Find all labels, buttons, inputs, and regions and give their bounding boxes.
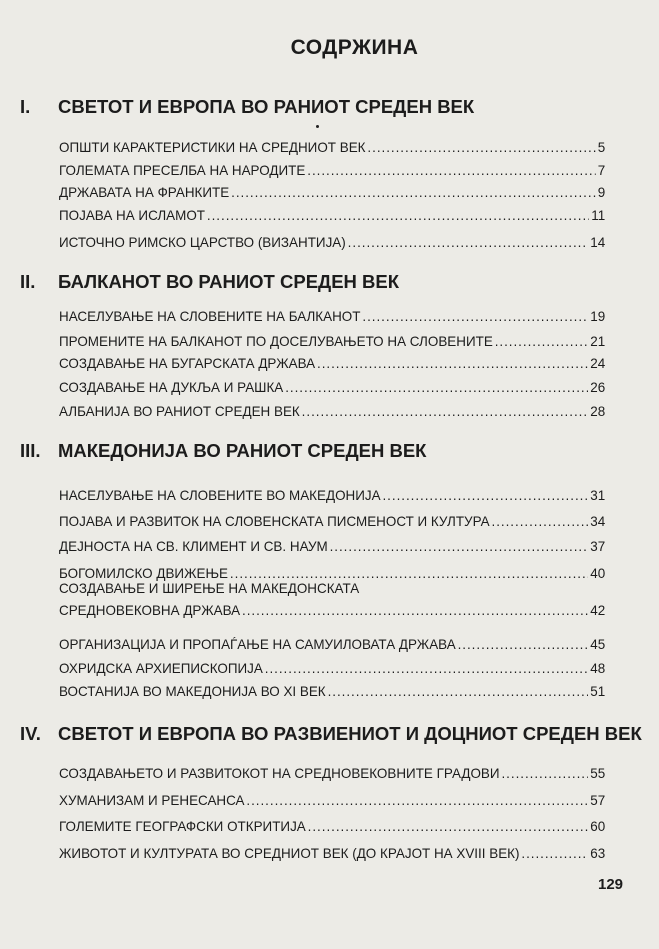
entry-title: БОГОМИЛСКО ДВИЖЕЊЕ — [59, 565, 229, 581]
page-title: СОДРЖИНА — [290, 36, 419, 59]
entry-title: АЛБАНИЈА ВО РАНИОТ СРЕДЕН ВЕК — [59, 403, 300, 419]
entry-page: 60 — [590, 818, 606, 834]
toc-entry-line1: СОЗДАВАЊЕ И ШИРЕЊЕ НА МАКЕДОНСКАТА — [59, 580, 360, 596]
entry-title: ОПШТИ КАРАКТЕРИСТИКИ НА СРЕДНИОТ ВЕК — [59, 139, 366, 155]
entry-title: ПОЈАВА НА ИСЛАМОТ — [59, 207, 205, 223]
entry-title: СОЗДАВАЊЕТО И РАЗВИТОКОТ НА СРЕДНОВЕКОВНИТЕ ГРАДОВИ — [59, 765, 500, 781]
dot-leader — [367, 139, 595, 155]
toc-entry[interactable] — [59, 792, 605, 808]
toc-entry[interactable] — [59, 660, 605, 676]
dot-leader — [231, 184, 596, 200]
entry-title: ИСТОЧНО РИМСКО ЦАРСТВО (ВИЗАНТИЈА) — [59, 234, 346, 250]
entry-title: ЖИВОТОТ И КУЛТУРАТА ВО СРЕДНИОТ ВЕК (ДО КРАЈОТ НА XVIII ВЕК) — [59, 845, 520, 861]
toc-entry[interactable] — [59, 379, 605, 395]
dot-leader — [328, 683, 589, 699]
entry-page: 45 — [590, 636, 606, 652]
toc-entry[interactable] — [59, 355, 605, 371]
entry-page: 28 — [590, 403, 606, 419]
entry-title: СОЗДАВАЊЕ НА БУГАРСКАТА ДРЖАВА — [59, 355, 316, 371]
dot-leader — [207, 207, 589, 223]
toc-entry[interactable] — [59, 207, 605, 223]
dot-leader — [246, 792, 588, 808]
entry-page: 14 — [590, 234, 606, 250]
entry-title: ХУМАНИЗАМ И РЕНЕСАНСА — [59, 792, 245, 808]
section-title: СВЕТОТ И ЕВРОПА ВО РАНИОТ СРЕДЕН ВЕК — [58, 96, 475, 117]
section-title: БАЛКАНОТ ВО РАНИОТ СРЕДЕН ВЕК — [58, 271, 400, 292]
dot-leader — [521, 845, 588, 861]
dot-leader — [501, 765, 588, 781]
dot-leader — [317, 355, 588, 371]
dot-leader — [330, 538, 589, 554]
entry-page: 26 — [590, 379, 606, 395]
entry-page: 51 — [590, 683, 606, 699]
toc-entry[interactable] — [59, 565, 605, 581]
entry-page: 5 — [597, 139, 606, 155]
dot-leader — [492, 513, 589, 529]
toc-entry[interactable] — [59, 487, 605, 503]
dot-leader — [265, 660, 589, 676]
entry-page: 57 — [590, 792, 606, 808]
section-title: СВЕТОТ И ЕВРОПА ВО РАЗВИЕНИОТ И ДОЦНИОТ СРЕДЕН ВЕК — [58, 723, 642, 744]
entry-title: ДРЖАВАТА НА ФРАНКИТЕ — [59, 184, 230, 200]
section-heading — [20, 96, 474, 118]
toc-entry[interactable] — [59, 602, 605, 618]
entry-title: НАСЕЛУВАЊЕ НА СЛОВЕНИТЕ ВО МАКЕДОНИЈА — [59, 487, 381, 503]
entry-page: 9 — [597, 184, 606, 200]
entry-page: 7 — [597, 162, 606, 178]
dot-leader — [458, 636, 589, 652]
toc-entry[interactable] — [59, 184, 605, 200]
entry-page: 63 — [590, 845, 606, 861]
entry-page: 19 — [590, 308, 606, 324]
toc-entry[interactable] — [59, 818, 605, 834]
dot-leader — [382, 487, 588, 503]
toc-entry[interactable] — [59, 513, 605, 529]
toc-entry[interactable] — [59, 765, 605, 781]
page-number: 129 — [598, 876, 624, 893]
toc-entry[interactable] — [59, 333, 605, 349]
section-title: МАКЕДОНИЈА ВО РАНИОТ СРЕДЕН ВЕК — [58, 440, 427, 461]
dot-leader — [308, 818, 589, 834]
section-numeral: IV. — [20, 723, 41, 744]
entry-page: 37 — [590, 538, 606, 554]
entry-title: ПРОМЕНИТЕ НА БАЛКАНОТ ПО ДОСЕЛУВАЊЕТО НА СЛОВЕНИТЕ — [59, 333, 493, 349]
toc-entry[interactable] — [59, 636, 605, 652]
entry-page: 48 — [590, 660, 606, 676]
entry-page: 42 — [590, 602, 606, 618]
entry-title: ОРГАНИЗАЦИЈА И ПРОПАЃАЊЕ НА САМУИЛОВАТА ДРЖАВА — [59, 636, 456, 652]
dot-leader — [285, 379, 588, 395]
dot-leader — [307, 162, 596, 178]
toc-entry[interactable] — [59, 403, 605, 419]
entry-page: 34 — [590, 513, 606, 529]
toc-entry[interactable] — [59, 683, 605, 699]
toc-entry[interactable] — [59, 845, 605, 861]
entry-title: ДЕЈНОСТА НА СВ. КЛИМЕНТ И СВ. НАУМ — [59, 538, 328, 554]
stray-dot — [316, 125, 319, 128]
entry-page: 55 — [590, 765, 606, 781]
section-heading — [20, 271, 399, 293]
dot-leader — [242, 602, 588, 618]
section-heading — [20, 440, 426, 462]
entry-title: ОХРИДСКА АРХИЕПИСКОПИЈА — [59, 660, 263, 676]
toc-entry[interactable] — [59, 308, 605, 324]
entry-title: НАСЕЛУВАЊЕ НА СЛОВЕНИТЕ НА БАЛКАНОТ — [59, 308, 361, 324]
entry-page: 40 — [590, 565, 606, 581]
toc-entry[interactable] — [59, 234, 605, 250]
entry-page: 24 — [590, 355, 606, 371]
dot-leader — [302, 403, 589, 419]
dot-leader — [495, 333, 589, 349]
toc-entry[interactable] — [59, 538, 605, 554]
section-numeral: III. — [20, 440, 41, 461]
section-numeral: II. — [20, 271, 36, 292]
dot-leader — [362, 308, 588, 324]
entry-title: ГОЛЕМИТЕ ГЕОГРАФСКИ ОТКРИТИЈА — [59, 818, 306, 834]
entry-title: СРЕДНОВЕКОВНА ДРЖАВА — [59, 602, 241, 618]
entry-title: ГОЛЕМАТА ПРЕСЕЛБА НА НАРОДИТЕ — [59, 162, 306, 178]
toc-entry[interactable] — [59, 139, 605, 155]
toc-entry[interactable] — [59, 162, 605, 178]
entry-page: 11 — [591, 207, 606, 223]
entry-title: СОЗДАВАЊЕ НА ДУКЉА И РАШКА — [59, 379, 284, 395]
entry-page: 31 — [590, 487, 606, 503]
section-heading — [20, 723, 642, 745]
entry-title: ВОСТАНИЈА ВО МАКЕДОНИЈА ВО XI ВЕК — [59, 683, 326, 699]
entry-title: ПОЈАВА И РАЗВИТОК НА СЛОВЕНСКАТА ПИСМЕНОСТ И КУЛТУРА — [59, 513, 490, 529]
entry-page: 21 — [590, 333, 606, 349]
dot-leader — [230, 565, 588, 581]
section-numeral: I. — [20, 96, 31, 117]
dot-leader — [348, 234, 589, 250]
